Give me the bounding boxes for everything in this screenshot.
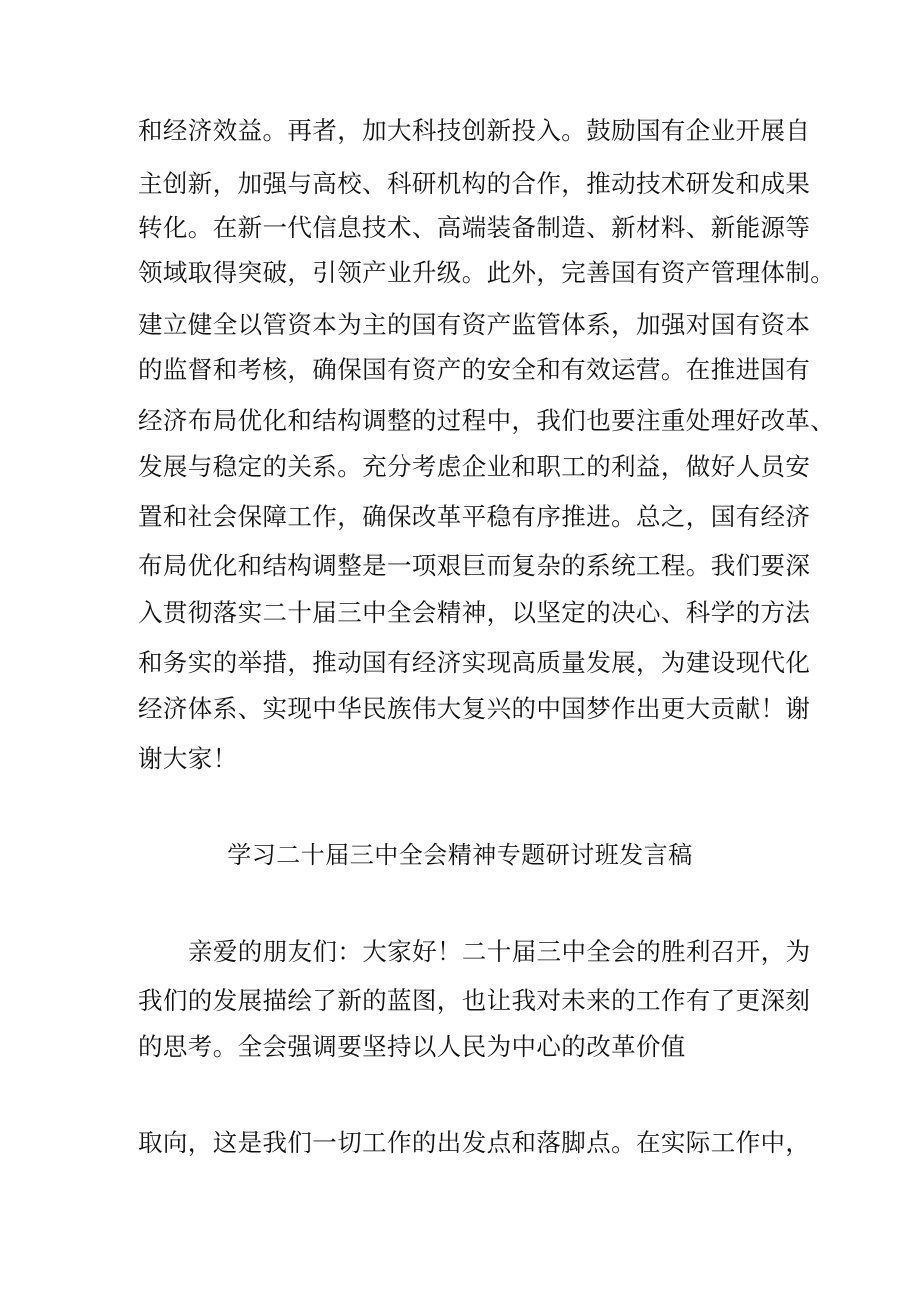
paragraph-1-line: 建立健全以管资本为主的国有资产监管体系，加强对国有资本 — [138, 310, 811, 339]
paragraph-1-line: 和务实的举措，推动国有经济实现高质量发展，为建设现代化 — [138, 648, 811, 677]
paragraph-2-line: 的思考。全会强调要坚持以人民为中心的改革价值 — [138, 1032, 686, 1061]
paragraph-2-line: 我们的发展描绘了新的蓝图，也让我对未来的工作有了更深刻 — [138, 986, 811, 1015]
paragraph-1-line: 发展与稳定的关系。充分考虑企业和职工的利益，做好人员安 — [138, 452, 811, 481]
paragraph-1-line: 经济布局优化和结构调整的过程中，我们也要注重处理好改革、 — [138, 406, 836, 435]
paragraph-1-line: 转化。在新一代信息技术、高端装备制造、新材料、新能源等 — [138, 213, 811, 242]
paragraph-1-line: 领域取得突破，引领产业升级。此外，完善国有资产管理体制。 — [138, 258, 836, 287]
paragraph-1-line: 入贯彻落实二十届三中全会精神，以坚定的决心、科学的方法 — [138, 598, 811, 627]
paragraph-3-line: 取向，这是我们一切工作的出发点和落脚点。在实际工作中， — [138, 1128, 811, 1157]
paragraph-1-line: 的监督和考核，确保国有资产的安全和有效运营。在推进国有 — [138, 355, 811, 384]
paragraph-1-line: 经济体系、实现中华民族伟大复兴的中国梦作出更大贡献！谢 — [138, 694, 811, 723]
paragraph-2-line: 亲爱的朋友们：大家好！二十届三中全会的胜利召开，为 — [188, 937, 811, 966]
section-title: 学习二十届三中全会精神专题研讨班发言稿 — [227, 841, 693, 869]
paragraph-1-line: 和经济效益。再者，加大科技创新投入。鼓励国有企业开展自 — [138, 116, 811, 145]
paragraph-1-line: 置和社会保障工作，确保改革平稳有序推进。总之，国有经济 — [138, 502, 811, 531]
paragraph-1-line: 谢大家！ — [138, 744, 238, 773]
paragraph-1-line: 主创新，加强与高校、科研机构的合作，推动技术研发和成果 — [138, 169, 811, 198]
paragraph-1-line: 布局优化和结构调整是一项艰巨而复杂的系统工程。我们要深 — [138, 551, 811, 580]
